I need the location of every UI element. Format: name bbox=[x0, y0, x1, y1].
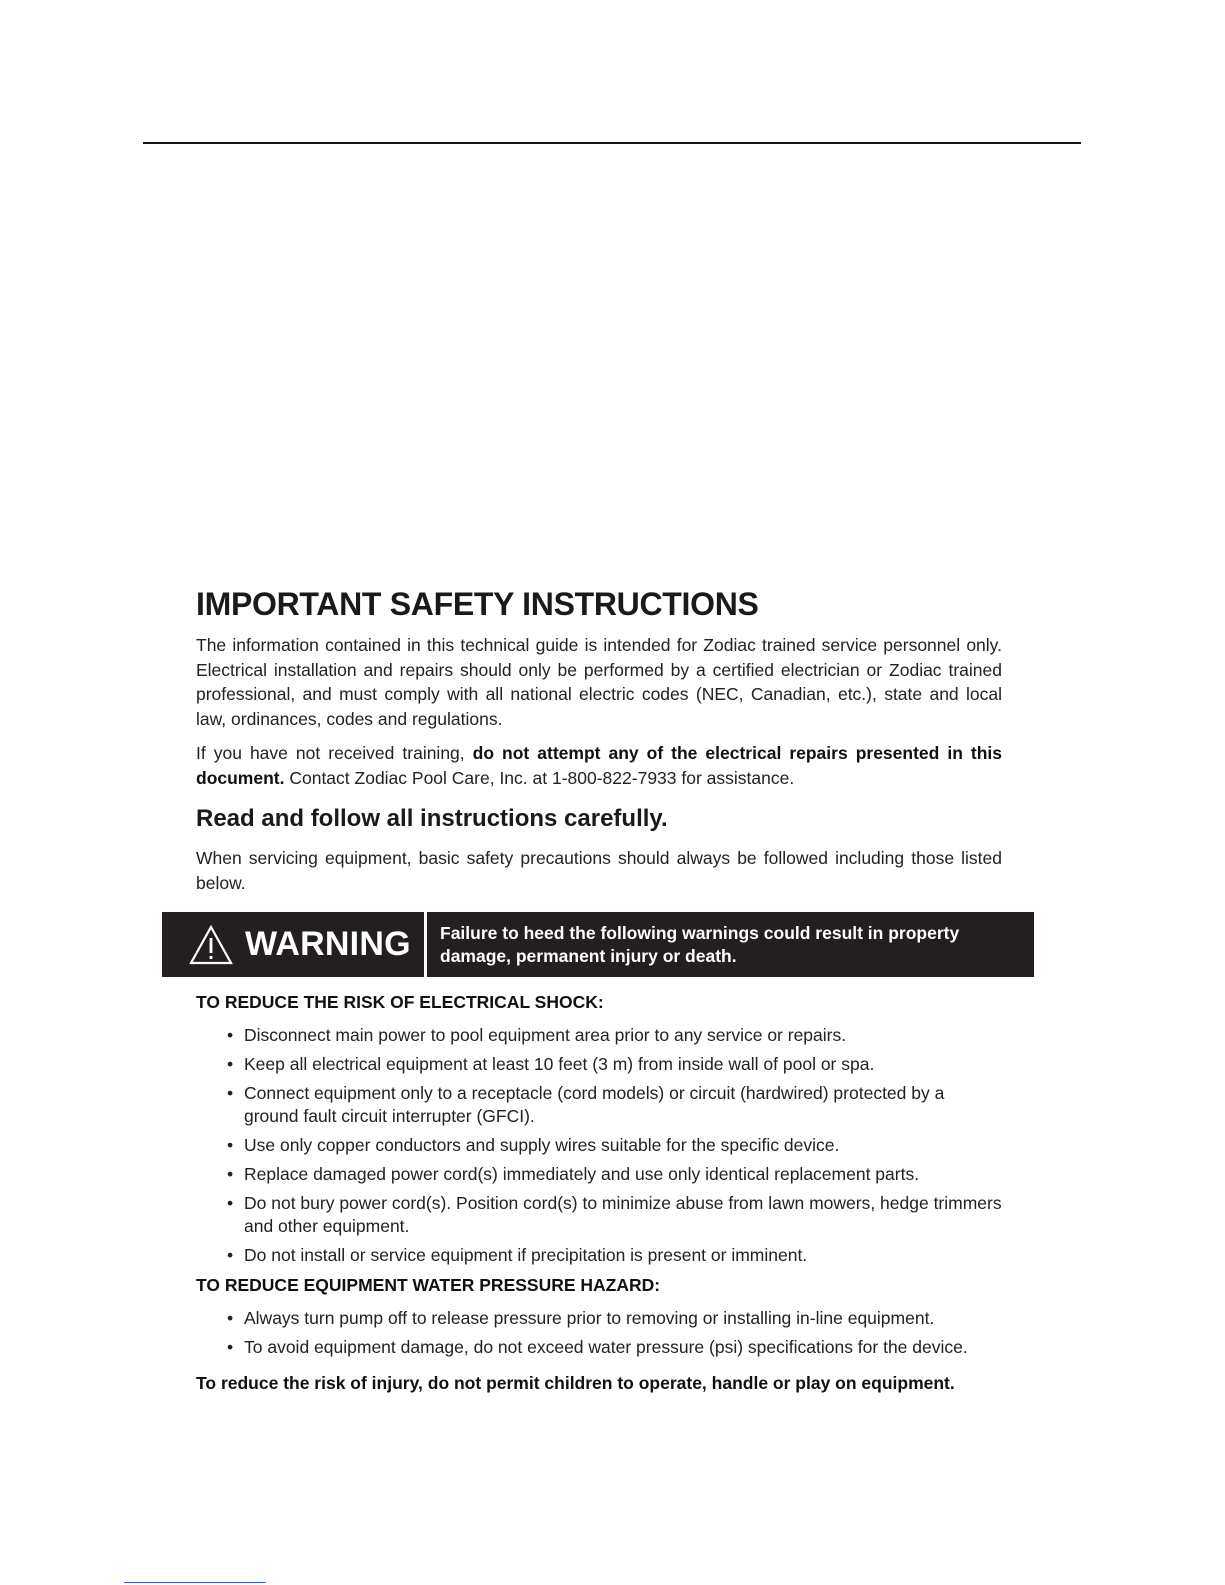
warning-triangle-icon bbox=[189, 925, 233, 965]
training-prefix: If you have not received training, bbox=[196, 743, 473, 763]
water-pressure-list bbox=[196, 1307, 1002, 1359]
servicing-paragraph: When servicing equipment, basic safety precautions should always be followed including those listed below. bbox=[196, 848, 1002, 893]
training-suffix: Contact Zodiac Pool Care, Inc. at 1-800-822-7933 for assistance. bbox=[284, 767, 795, 788]
training-bold: do not attempt any of the electrical repairs presented in this document. bbox=[196, 743, 1003, 788]
water-pressure-heading: TO REDUCE EQUIPMENT WATER PRESSURE HAZARD: bbox=[196, 1275, 661, 1295]
warning-label: WARNING bbox=[245, 925, 411, 963]
electrical-shock-heading: TO REDUCE THE RISK OF ELECTRICAL SHOCK: bbox=[196, 992, 604, 1012]
page-title: IMPORTANT SAFETY INSTRUCTIONS bbox=[196, 586, 759, 622]
warning-message: Failure to heed the following warnings could result in property damage, permanent injury or death. bbox=[440, 922, 960, 966]
list-item: • Replace damaged power cord(s) immediately and use only identical replacement parts. bbox=[244, 1163, 1002, 1186]
list-item: • To avoid equipment damage, do not exceed water pressure (psi) specifications for the device. bbox=[244, 1336, 1002, 1359]
safety-instructions bbox=[196, 585, 1002, 895]
intro-paragraph: The information contained in this technical guide is intended for Zodiac trained service personnel only. Electrical installation and repairs should only be performed by a certified electrician or Zodiac trained professional, and must comply with all national electric codes (NEC, Canadian, etc.), state and local law, ordinances, codes and regulations. bbox=[196, 635, 1002, 729]
injury-warning: To reduce the risk of injury, do not permit children to operate, handle or play on equipment. bbox=[196, 1373, 955, 1393]
list-item: • Use only copper conductors and supply wires suitable for the specific device. bbox=[244, 1134, 1002, 1157]
list-item: • Connect equipment only to a receptacle (cord models) or circuit (hardwired) protected by a ground fault circuit interrupter (GFCI). bbox=[244, 1082, 1002, 1128]
list-item: • Do not bury power cord(s). Position cord(s) to minimize abuse from lawn mowers, hedge trimmers and other equipment. bbox=[244, 1192, 1002, 1238]
hazard-sections bbox=[196, 990, 1002, 1395]
training-paragraph bbox=[196, 741, 1002, 790]
read-instructions-heading: Read and follow all instructions carefully. bbox=[196, 805, 668, 832]
header-rule bbox=[143, 142, 1081, 144]
list-item: • Disconnect main power to pool equipment area prior to any service or repairs. bbox=[244, 1024, 1002, 1047]
electrical-shock-list bbox=[196, 1024, 1002, 1267]
list-item: • Keep all electrical equipment at least 10 feet (3 m) from inside wall of pool or spa. bbox=[244, 1053, 1002, 1076]
footer-rule bbox=[124, 1582, 266, 1583]
warning-message-box bbox=[427, 912, 1034, 977]
warning-label-box bbox=[162, 912, 427, 977]
list-item: • Always turn pump off to release pressure prior to removing or installing in-line equipment. bbox=[244, 1307, 1002, 1330]
list-item: • Do not install or service equipment if precipitation is present or imminent. bbox=[244, 1244, 1002, 1267]
warning-banner bbox=[162, 912, 1034, 977]
